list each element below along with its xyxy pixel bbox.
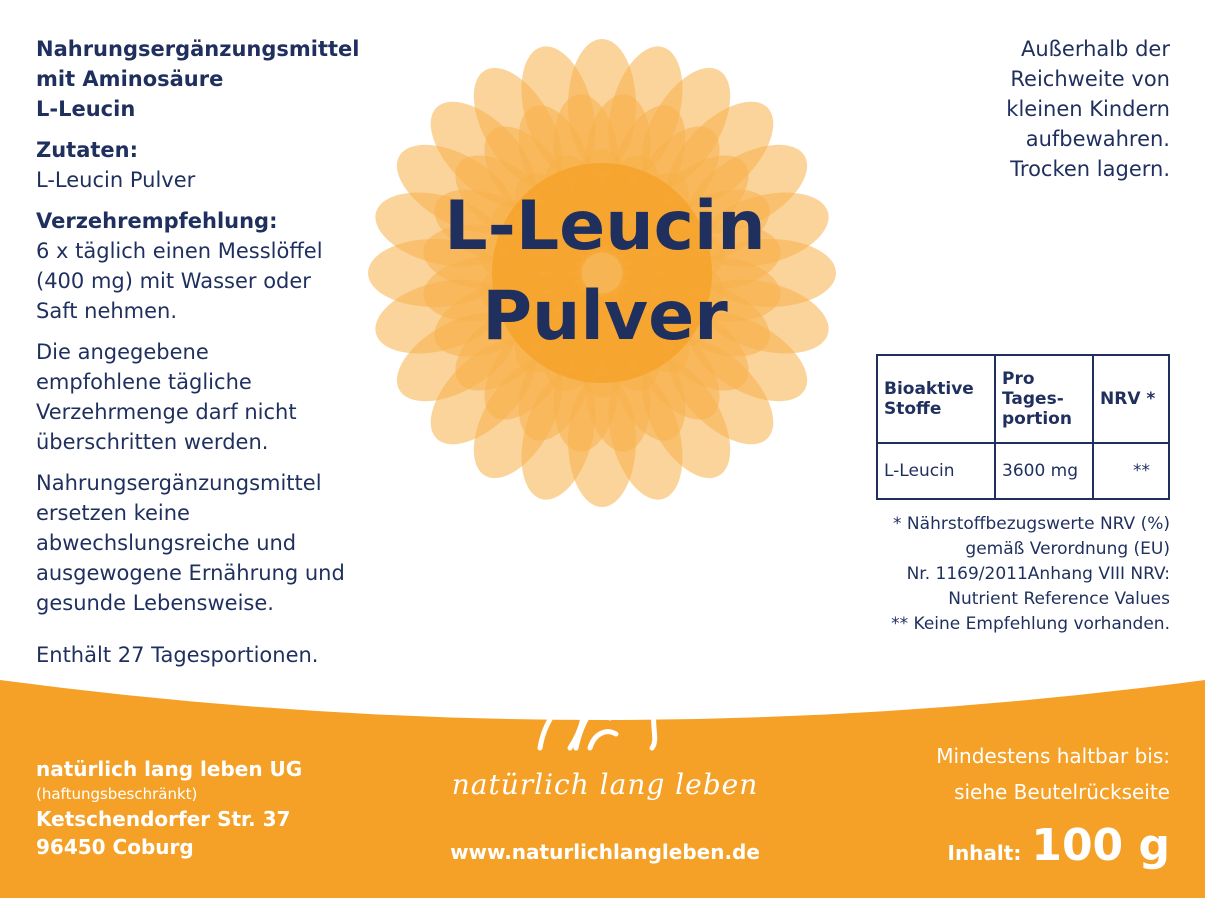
company-street: Ketschendorfer Str. 37 — [36, 807, 291, 831]
table-header-cell: NRV * — [1093, 355, 1169, 443]
net-content: Inhalt: 100 g — [947, 820, 1170, 871]
table-header-cell: Pro Tages- portion — [995, 355, 1093, 443]
left-info-column — [36, 34, 381, 681]
website-link[interactable]: www.naturlichlangleben.de — [450, 840, 760, 864]
table-header-row — [877, 355, 1169, 443]
company-address — [36, 755, 302, 861]
product-title: L-Leucin Pulver — [444, 187, 766, 356]
table-header-cell: Bioaktive Stoffe — [877, 355, 995, 443]
supplement-note: Nahrungsergänzungsmittel ersetzen keine abwechslungsreiche und ausgewogene Ernährung und gesunde Lebensweise. — [36, 471, 345, 615]
ingredients: Zutaten: L-Leucin Pulver — [36, 138, 196, 192]
product-description: Nahrungsergänzungsmittel mit Aminosäure L-Leucin — [36, 37, 360, 121]
table-cell: L-Leucin — [877, 443, 995, 499]
table-cell: ** — [1093, 443, 1169, 499]
company-city: 96450 Coburg — [36, 835, 194, 859]
nrv-footnote: * Nährstoffbezugswerte NRV (%) gemäß Verordnung (EU) Nr. 1169/2011Anhang VIII NRV: Nutrient Reference Values ** Keine Empfehlung vorhanden. — [891, 514, 1170, 634]
company-name: natürlich lang leben UG — [36, 757, 303, 781]
storage-instructions: Außerhalb der Reichweite von kleinen Kindern aufbewahren. Trocken lagern. — [1006, 37, 1170, 181]
brand-slogan: natürlich lang leben — [451, 768, 759, 801]
dosage: Verzehrempfehlung: 6 x täglich einen Messlöffel (400 mg) mit Wasser oder Saft nehmen. — [36, 209, 323, 323]
dosage-warning: Die angegebene empfohlene tägliche Verzehrmenge darf nicht überschritten werden. — [36, 340, 297, 454]
nutrition-table — [876, 354, 1170, 500]
elephant-icon — [530, 668, 670, 758]
table-cell: 3600 mg — [995, 443, 1093, 499]
best-before: Mindestens haltbar bis: siehe Beutelrückseite — [936, 744, 1170, 804]
company-legal-form: (haftungsbeschränkt) — [36, 785, 198, 803]
table-row — [877, 443, 1169, 499]
portions-count: Enthält 27 Tagesportionen. — [36, 643, 319, 667]
